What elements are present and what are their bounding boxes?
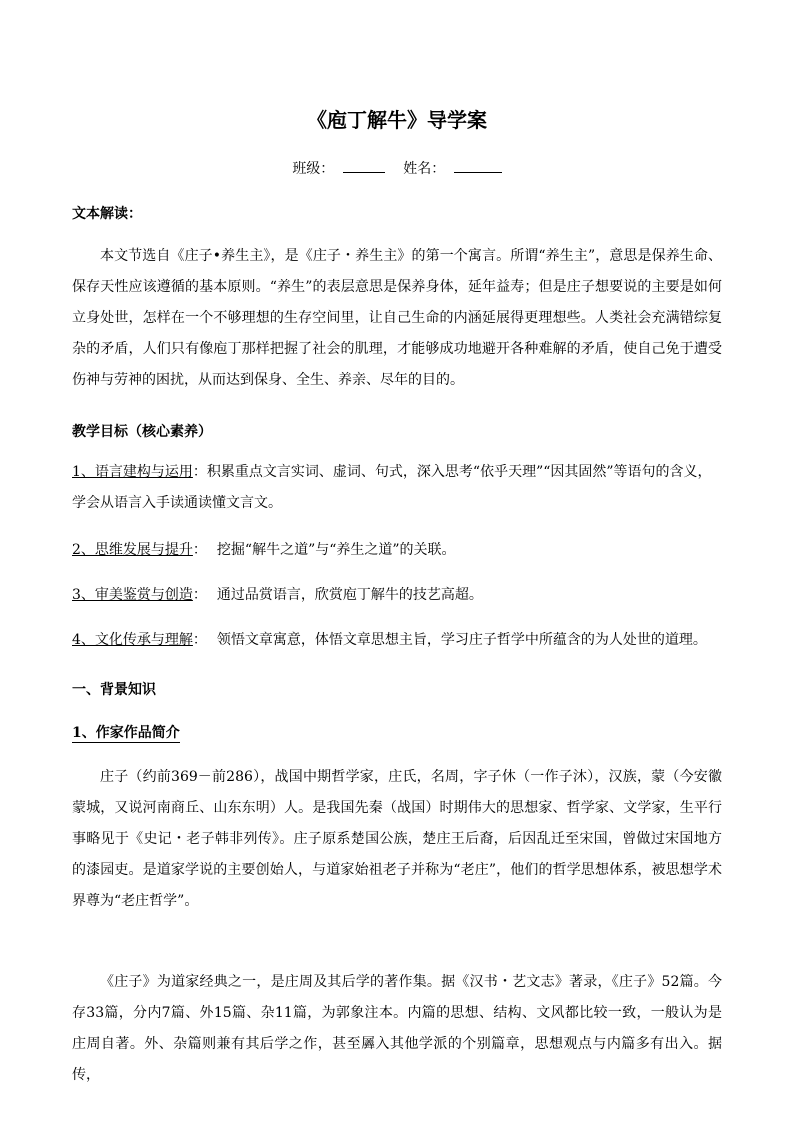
goal-sep: ： [192,587,207,603]
goal-sep: ： [192,542,207,558]
student-info-line [0,158,794,178]
class-blank[interactable] [343,158,385,173]
name-label: 姓名： [403,161,446,177]
author-works-subheading-text: 1、作家作品简介 [72,725,180,741]
author-paragraph: 庄子（约前369－前286），战国中期哲学家，庄氏，名周，字子休（一作子沐），汉族，蒙（今安徽蒙城，又说河南商丘、山东东明）人。是我国先秦（战国）时期伟大的思想家、哲学家、文学家，生平行事略见于《史记・老子韩非列传》。庄子原系楚国公族，楚庄王后裔，后因乱迁至宋国，曾做过宋国地方的漆园吏。是道家学说的主要创始人，与道家始祖老子并称为“老庄”，他们的哲学思想体系，被思想学术界尊为“老庄哲学”。 [72,769,722,909]
goal-label: 4、文化传承与理解 [72,632,193,648]
goal-label: 3、审美鉴赏与创造 [72,587,193,603]
author-works-subheading [72,722,180,742]
works-paragraph: 《庄子》为道家经典之一，是庄周及其后学的著作集。据《汉书・艺文志》著录，《庄子》52篇。今存33篇，分内7篇、外15篇、杂11篇，为郭象注本。内篇的思想、结构、文风都比较一致，一般认为是庄周自著。外、杂篇则兼有其后学之作，甚至羼入其他学派的个别篇章，思想观点与内篇多有出入。据传， [72,974,722,1083]
teaching-goals-heading: 教学目标（核心素养） [72,424,212,440]
goal-label: 1、语言建构与运用 [72,464,193,480]
goal-sep: ： [192,464,207,480]
goal-label: 2、思维发展与提升 [72,542,193,558]
goal-item-4 [72,625,722,656]
name-blank[interactable] [454,158,502,173]
text-reading-heading: 文本解读： [72,206,142,222]
background-heading: 一、背景知识 [72,682,156,698]
class-label: 班级： [292,161,335,177]
goal-text: 领悟文章寓意，体悟文章思想主旨，学习庄子哲学中所蕴含的为人处世的道理。 [216,632,707,648]
goal-text: 通过品赏语言，欣赏庖丁解牛的技艺高超。 [216,587,483,603]
page-title: 《庖丁解牛》导学案 [307,108,487,132]
goal-item-1 [72,457,722,519]
goal-text: 挖掘“解牛之道”与“养生之道”的关联。 [216,542,456,558]
goal-sep: ： [192,632,207,648]
goal-text: 积累重点文言实词、虚词、句式，深入思考“依乎天理”“因其固然”等语句的含义，学会从语言入手读通读懂文言文。 [72,464,712,511]
goal-item-3 [72,580,722,611]
text-reading-paragraph: 本文节选自《庄子•养生主》，是《庄子・养生主》的第一个寓言。所谓“养生主”，意思是保养生命、保存天性应该遵循的基本原则。“养生”的表层意思是保养身体，延年益寿；但是庄子想要说的主要是如何立身处世，怎样在一个不够理想的生存空间里，让自己生命的内涵延展得更理想些。人类社会充满错综复杂的矛盾，人们只有像庖丁那样把握了社会的肌理，才能够成功地避开各种难解的矛盾，使自己免于遭受伤神与劳神的困扰，从而达到保身、全生、养亲、尽年的目的。 [72,248,722,388]
goal-item-2 [72,535,722,566]
